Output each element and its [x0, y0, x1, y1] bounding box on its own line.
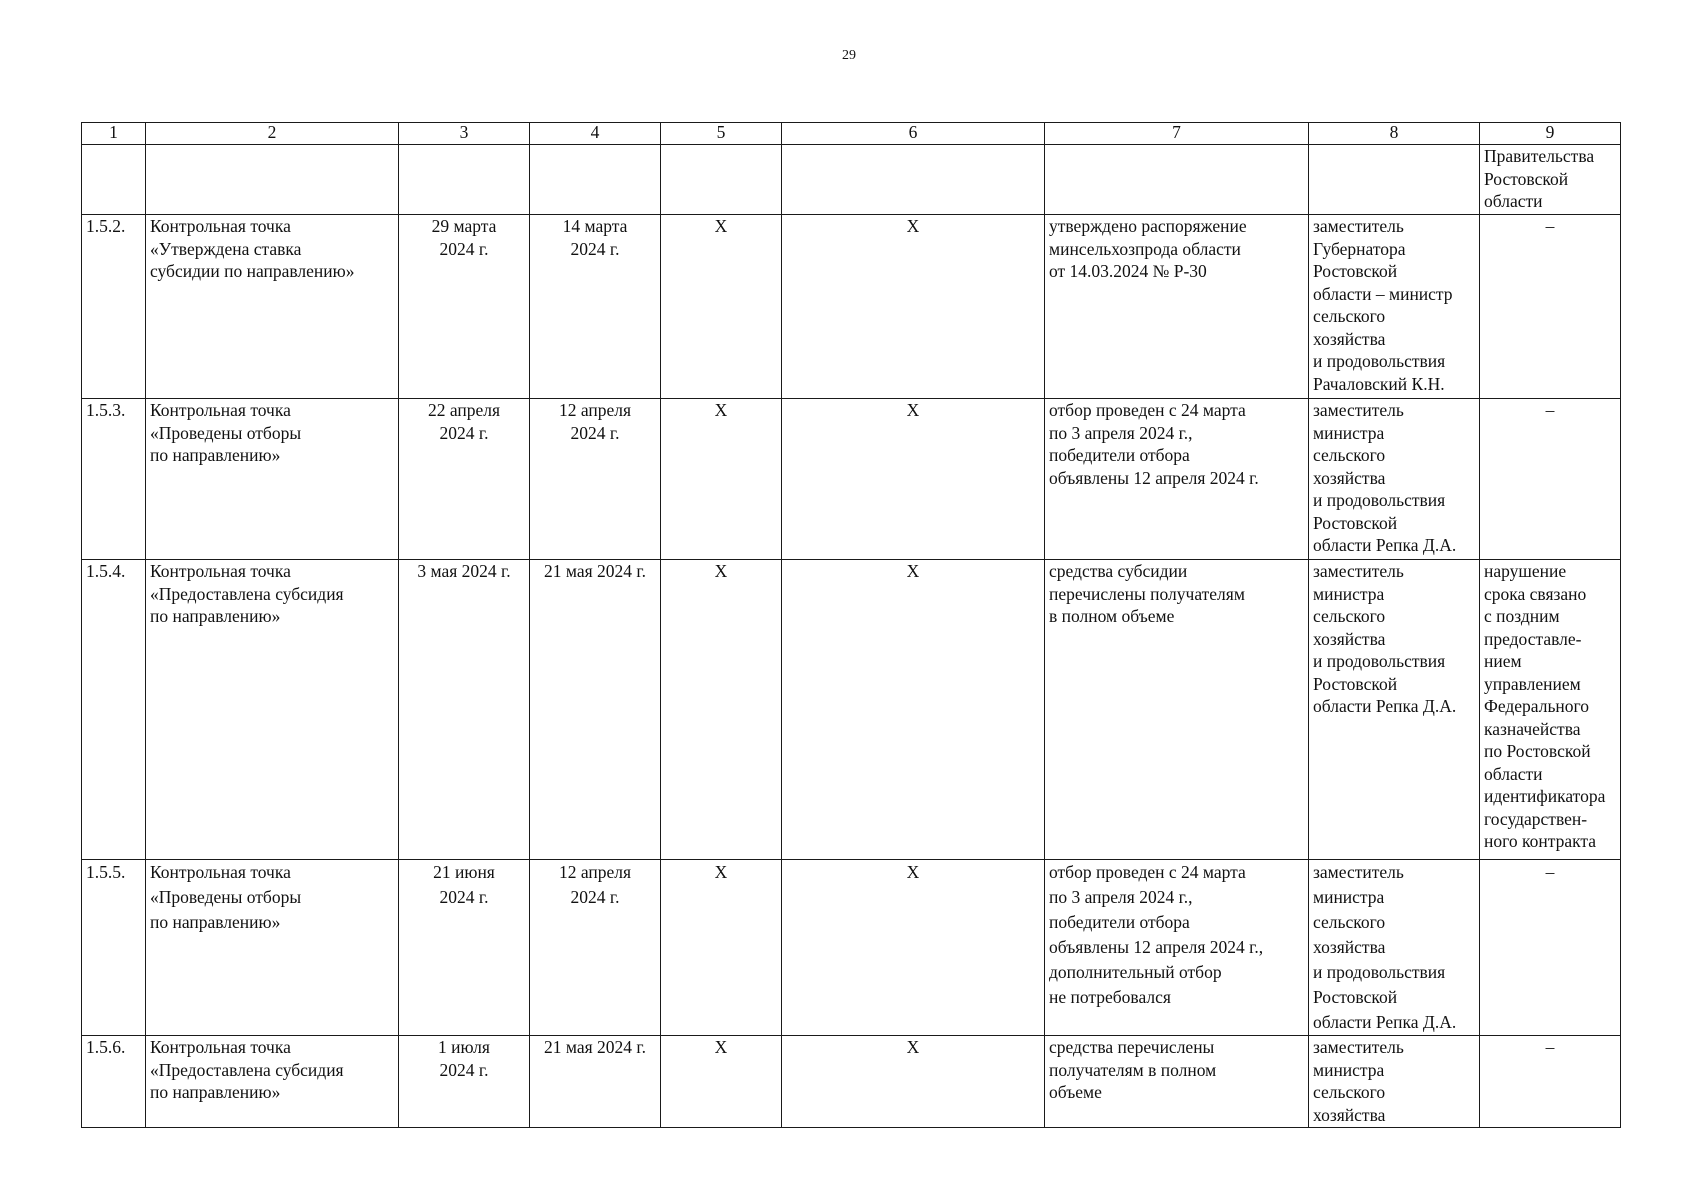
col6-value: Х	[782, 399, 1045, 560]
plan-date: 1 июля 2024 г.	[399, 1036, 530, 1128]
column-header: 3	[399, 123, 530, 145]
responsible-person: заместитель министра сельского хозяйства и продовольствия Ростовской области Репка Д.А.	[1309, 399, 1480, 560]
col5-value: Х	[661, 860, 782, 1036]
responsible-person: заместитель министра сельского хозяйства и продовольствия Ростовской области Репка Д.А.	[1309, 560, 1480, 860]
result-text: отбор проведен с 24 марта по 3 апреля 2024 г., победители отбора объявлены 12 апреля 2024 г.	[1045, 399, 1309, 560]
note-text: –	[1480, 399, 1621, 560]
table-row	[82, 560, 1621, 860]
row-number: 1.5.2.	[82, 215, 146, 399]
plan-date: 21 июня 2024 г.	[399, 860, 530, 1036]
column-header: 2	[146, 123, 399, 145]
plan-date: 22 апреля 2024 г.	[399, 399, 530, 560]
col6-value: Х	[782, 215, 1045, 399]
column-header: 5	[661, 123, 782, 145]
control-point-name: Контрольная точка «Предоставлена субсидия по направлению»	[146, 1036, 399, 1128]
note-text: –	[1480, 1036, 1621, 1128]
responsible-person: заместитель Губернатора Ростовской области – министр сельского хозяйства и продовольствия Рачаловский К.Н.	[1309, 215, 1480, 399]
control-point-name: Контрольная точка «Утверждена ставка субсидии по направлению»	[146, 215, 399, 399]
row-number: 1.5.6.	[82, 1036, 146, 1128]
continuation-note: Правительства Ростовской области	[1480, 145, 1621, 215]
table-row	[82, 215, 1621, 399]
note-text: –	[1480, 860, 1621, 1036]
column-header: 9	[1480, 123, 1621, 145]
control-points-table	[81, 122, 1621, 1128]
column-header: 8	[1309, 123, 1480, 145]
col5-value: Х	[661, 1036, 782, 1128]
table-row	[82, 1036, 1621, 1128]
table-row	[82, 860, 1621, 1036]
responsible-person: заместитель министра сельского хозяйства	[1309, 1036, 1480, 1128]
continuation-row	[82, 145, 1621, 215]
col6-value: Х	[782, 860, 1045, 1036]
table-row	[82, 399, 1621, 560]
col5-value: Х	[661, 215, 782, 399]
col6-value: Х	[782, 1036, 1045, 1128]
result-text: отбор проведен с 24 марта по 3 апреля 2024 г., победители отбора объявлены 12 апреля 2024 г., дополнительный отбор не потребовался	[1045, 860, 1309, 1036]
column-header: 7	[1045, 123, 1309, 145]
page-number: 29	[842, 48, 856, 63]
fact-date: 12 апреля 2024 г.	[530, 399, 661, 560]
note-text: –	[1480, 215, 1621, 399]
fact-date: 14 марта 2024 г.	[530, 215, 661, 399]
control-point-name: Контрольная точка «Предоставлена субсидия по направлению»	[146, 560, 399, 860]
control-point-name: Контрольная точка «Проведены отборы по направлению»	[146, 399, 399, 560]
row-number: 1.5.4.	[82, 560, 146, 860]
row-number: 1.5.3.	[82, 399, 146, 560]
result-text: средства субсидии перечислены получателям в полном объеме	[1045, 560, 1309, 860]
column-header: 6	[782, 123, 1045, 145]
responsible-person: заместитель министра сельского хозяйства и продовольствия Ростовской области Репка Д.А.	[1309, 860, 1480, 1036]
result-text: утверждено распоряжение минсельхозпрода области от 14.03.2024 № Р-30	[1045, 215, 1309, 399]
table-header-row	[82, 123, 1621, 145]
note-text: нарушение срока связано с поздним предоставле- нием управлением Федерального казначейства по Ростовской области идентификатора государствен- ного контракта	[1480, 560, 1621, 860]
control-point-name: Контрольная точка «Проведены отборы по направлению»	[146, 860, 399, 1036]
col5-value: Х	[661, 399, 782, 560]
result-text: средства перечислены получателям в полном объеме	[1045, 1036, 1309, 1128]
fact-date: 21 мая 2024 г.	[530, 1036, 661, 1128]
fact-date: 21 мая 2024 г.	[530, 560, 661, 860]
column-header: 4	[530, 123, 661, 145]
col6-value: Х	[782, 560, 1045, 860]
column-header: 1	[82, 123, 146, 145]
fact-date: 12 апреля 2024 г.	[530, 860, 661, 1036]
col5-value: Х	[661, 560, 782, 860]
plan-date: 29 марта 2024 г.	[399, 215, 530, 399]
plan-date: 3 мая 2024 г.	[399, 560, 530, 860]
row-number: 1.5.5.	[82, 860, 146, 1036]
